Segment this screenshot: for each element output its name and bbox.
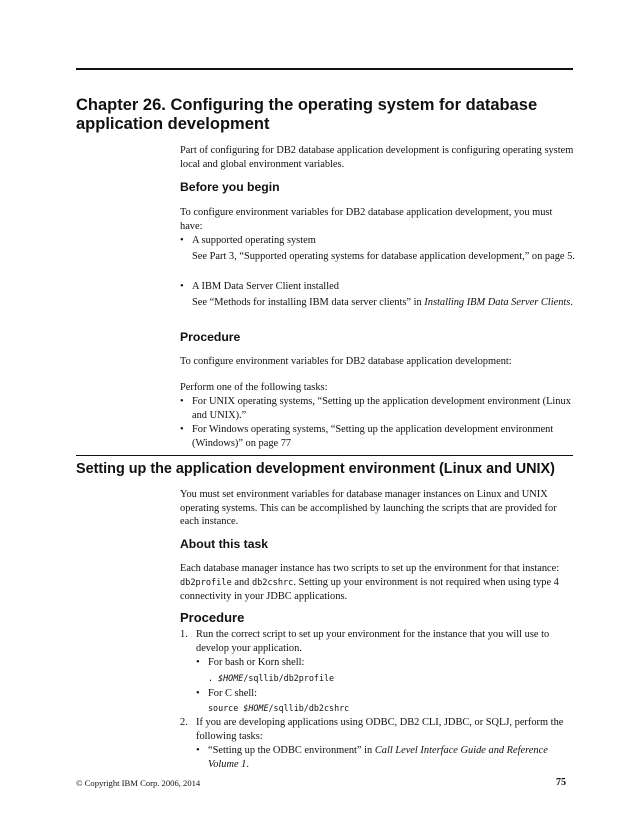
list-item bbox=[180, 280, 575, 294]
bullet-icon: • bbox=[180, 424, 184, 435]
code-line bbox=[208, 673, 334, 684]
section-title: Setting up the application development environment (Linux and UNIX) bbox=[76, 461, 555, 477]
book-title: Installing IBM Data Server Clients bbox=[424, 297, 571, 308]
top-rule bbox=[76, 68, 573, 70]
bullet-icon: • bbox=[180, 396, 184, 407]
list-item bbox=[196, 744, 575, 771]
copyright-notice: © Copyright IBM Corp. 2006, 2014 bbox=[76, 778, 201, 788]
before-you-begin-heading: Before you begin bbox=[180, 180, 280, 194]
page-number: 75 bbox=[556, 777, 566, 788]
code-text: /sqllib/db2profile bbox=[243, 673, 335, 683]
list-item bbox=[180, 423, 575, 450]
before-you-begin-intro: To configure environment variables for DB2 database application development, you must have: bbox=[180, 207, 553, 232]
list-item-text bbox=[196, 744, 575, 771]
code-line bbox=[208, 703, 349, 714]
reference-text-end: . bbox=[246, 758, 249, 770]
chapter-intro: Part of configuring for DB2 database application development is configuring operating system local and global environment variables. bbox=[180, 145, 574, 170]
list-item-text: For Windows operating systems, “Setting up the application development environment (Windows)” on page 77 bbox=[192, 424, 554, 449]
see-reference bbox=[192, 296, 575, 310]
about-text-c: . Setting up your environment is not required when using type 4 connectivity in your JDBC applications. bbox=[180, 576, 559, 603]
procedure-heading: Procedure bbox=[180, 610, 245, 625]
list-item bbox=[196, 687, 575, 701]
step-item bbox=[180, 716, 575, 743]
script-name: db2profile bbox=[180, 577, 232, 588]
bullet-icon: • bbox=[180, 235, 184, 246]
code-variable: $HOME bbox=[218, 673, 244, 683]
bullet-icon: • bbox=[196, 745, 200, 756]
about-task-text bbox=[180, 562, 575, 604]
section-intro: You must set environment variables for database manager instances on Linux and UNIX operating systems. This can be accomplished by launching the scripts that are provided for each instance. bbox=[180, 489, 557, 528]
list-item-text: A supported operating system bbox=[192, 235, 316, 246]
code-text: . bbox=[208, 673, 219, 683]
list-item-text: For bash or Korn shell: bbox=[208, 657, 305, 668]
step-text: Run the correct script to set up your environment for the instance that you will use to develop your application. bbox=[196, 629, 550, 654]
procedure-heading: Procedure bbox=[180, 330, 241, 344]
chapter-title: Chapter 26. Configuring the operating system for database application development bbox=[76, 96, 538, 133]
bullet-icon: • bbox=[180, 281, 184, 292]
about-task-heading: About this task bbox=[180, 537, 269, 551]
list-item bbox=[180, 395, 575, 422]
procedure-intro: To configure environment variables for DB2 database application development: bbox=[180, 356, 512, 367]
list-item-text: For UNIX operating systems, “Setting up the application development environment (Linux and UNIX).” bbox=[192, 396, 571, 421]
list-item-text: For C shell: bbox=[208, 688, 258, 699]
step-number: 1. bbox=[180, 629, 188, 640]
code-text: /sqllib/db2cshrc bbox=[268, 703, 350, 713]
list-item bbox=[180, 234, 575, 248]
code-text: source bbox=[208, 703, 244, 713]
reference-text: “Setting up the ODBC environment” in bbox=[208, 745, 375, 756]
step-text: If you are developing applications using ODBC, DB2 CLI, JDBC, or SQLJ, perform the following tasks: bbox=[196, 717, 564, 742]
book-title: Call Level Interface Guide and Reference Volume 1 bbox=[208, 745, 548, 770]
about-text-b: and bbox=[231, 576, 252, 588]
section-rule bbox=[76, 455, 573, 456]
script-name: db2cshrc bbox=[251, 577, 294, 588]
bullet-icon: • bbox=[196, 688, 200, 699]
step-number: 2. bbox=[180, 717, 188, 728]
see-reference: See Part 3, “Supported operating systems for database application development,” on page 5. bbox=[192, 251, 575, 262]
about-text-a: Each database manager instance has two scripts to set up the environment for that instance: bbox=[180, 563, 560, 574]
list-item bbox=[196, 656, 575, 670]
step-item bbox=[180, 628, 575, 655]
bullet-icon: • bbox=[196, 657, 200, 668]
see-text-end: . bbox=[570, 297, 573, 308]
list-item-text: A IBM Data Server Client installed bbox=[192, 281, 339, 292]
see-text: See “Methods for installing IBM data server clients” in bbox=[192, 297, 425, 308]
code-variable: $HOME bbox=[243, 703, 269, 713]
procedure-lead: Perform one of the following tasks: bbox=[180, 382, 328, 393]
